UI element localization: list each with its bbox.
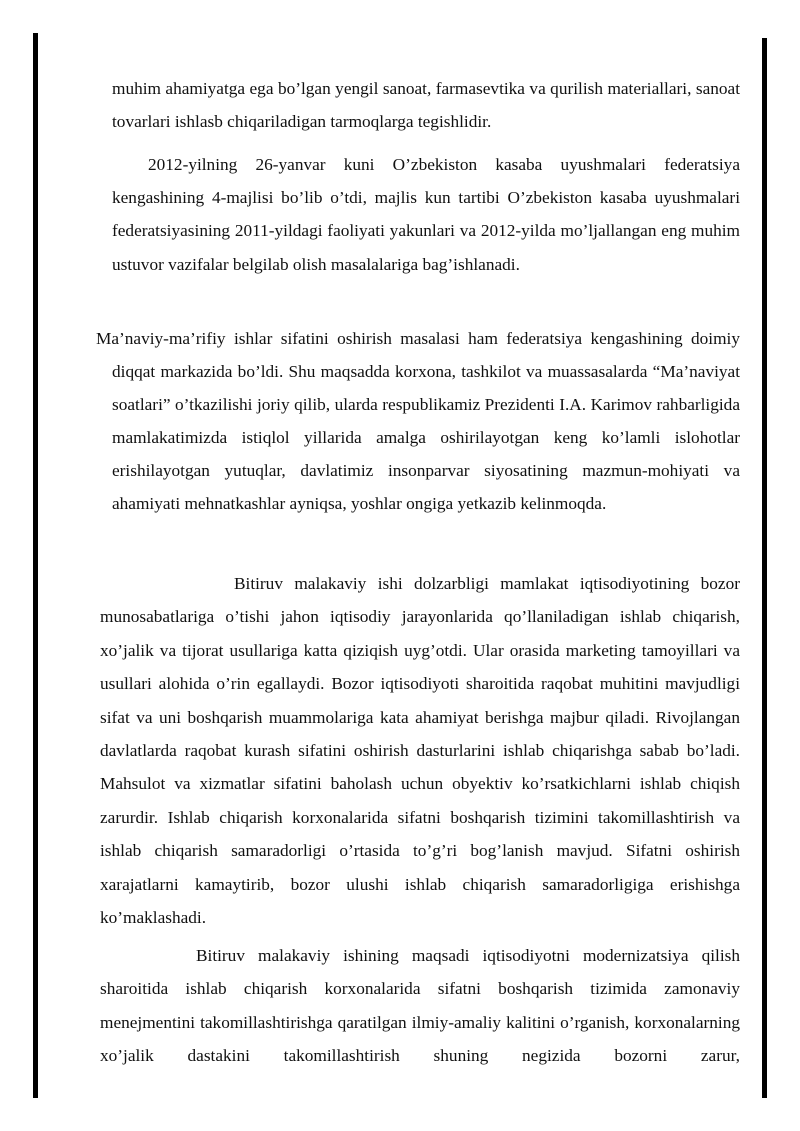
page-border-right <box>762 38 767 1098</box>
paragraph-5: Bitiruv malakaviy ishining maqsadi iqtisodiyotni modernizatsiya qilish sharoitida ishlab chiqarish korxonalarida sifatni boshqarish tizimida zamonaviy menejmentini takomillashtirishga qaratilgan ilmiy-amaliy kalitini o’rganish, korxonalarning xo’jalik dastakini takomillashtirish shuning negizida bozorni zarur, <box>100 946 740 1065</box>
page-border-left <box>33 33 38 1098</box>
paragraph-4: Bitiruv malakaviy ishi dolzarbligi mamlakat iqtisodiyotining bozor munosabatlariga o’tishi jahon iqtisodiy jarayonlarida qo’llaniladigan ishlab chiqarish, xo’jalik va tijorat usullariga katta qiziqish uyg’otdi. Ular orasida marketing tamoyillari va usullari alohida o’rin egallaydi. Bozor iqtisodiyoti sharoitida raqobat muhitini mavjudligi sifat va uni boshqarish muammolariga kata ahamiyat berishga majbur qiladi. Rivojlangan davlatlarda raqobat kurash sifatini oshirish dasturlarini ishlab chiqarishga sabab bo’ladi. Mahsulot va xizmatlar sifatini baholash uchun obyektiv ko’rsatkichlarni ishlab chiqish zarurdir. Ishlab chiqarish korxonalarida sifatni boshqarish tizimini takomillashtirish va ishlab chiqarish samaradorligi o’rtasida to’g’ri bog’lanish mavjud. Sifatni oshirish xarajatlarni kamaytirib, bozor ulushi ishlab chiqarish samaradorligiga erishishga ko’maklashadi. <box>100 574 740 928</box>
paragraph-2: 2012-yilning 26-yanvar kuni O’zbekiston kasaba uyushmalari federatsiya kengashining 4-majlisi bo’lib o’tdi, majlis kun tartibi O’zbekiston kasaba uyushmalari federatsiyasining 2011-yildagi faoliyati yakunlari va 2012-yilda mo’ljallangan eng muhim ustuvor vazifalar belgilab olish masalalariga bag’ishlanadi. <box>112 155 740 274</box>
paragraph-3: Ma’naviy-ma’rifiy ishlar sifatini oshirish masalasi ham federatsiya kengashining doimiy diqqat markazida bo’ldi. Shu maqsadda korxona, tashkilot va muassasalarda “Ma’naviyat soatlari” o’tkazilishi joriy qilib, ularda respublikamiz Prezidenti I.A. Karimov rahbarligida mamlakatimizda istiqlol yillarida amalga oshirilayotgan keng ko’lamli islohotlar erishilayotgan yutuqlar, davlatimiz insonparvar siyosatining mazmun-mohiyati va ahamiyati mehnatkashlar ayniqsa, yoshlar ongiga yetkazib kelinmoqda. <box>96 329 740 513</box>
paragraph-1: muhim ahamiyatga ega bo’lgan yengil sanoat, farmasevtika va qurilish materiallari, sanoat tovarlari ishlasb chiqariladigan tarmoqlarga tegishlidir. <box>112 79 740 131</box>
